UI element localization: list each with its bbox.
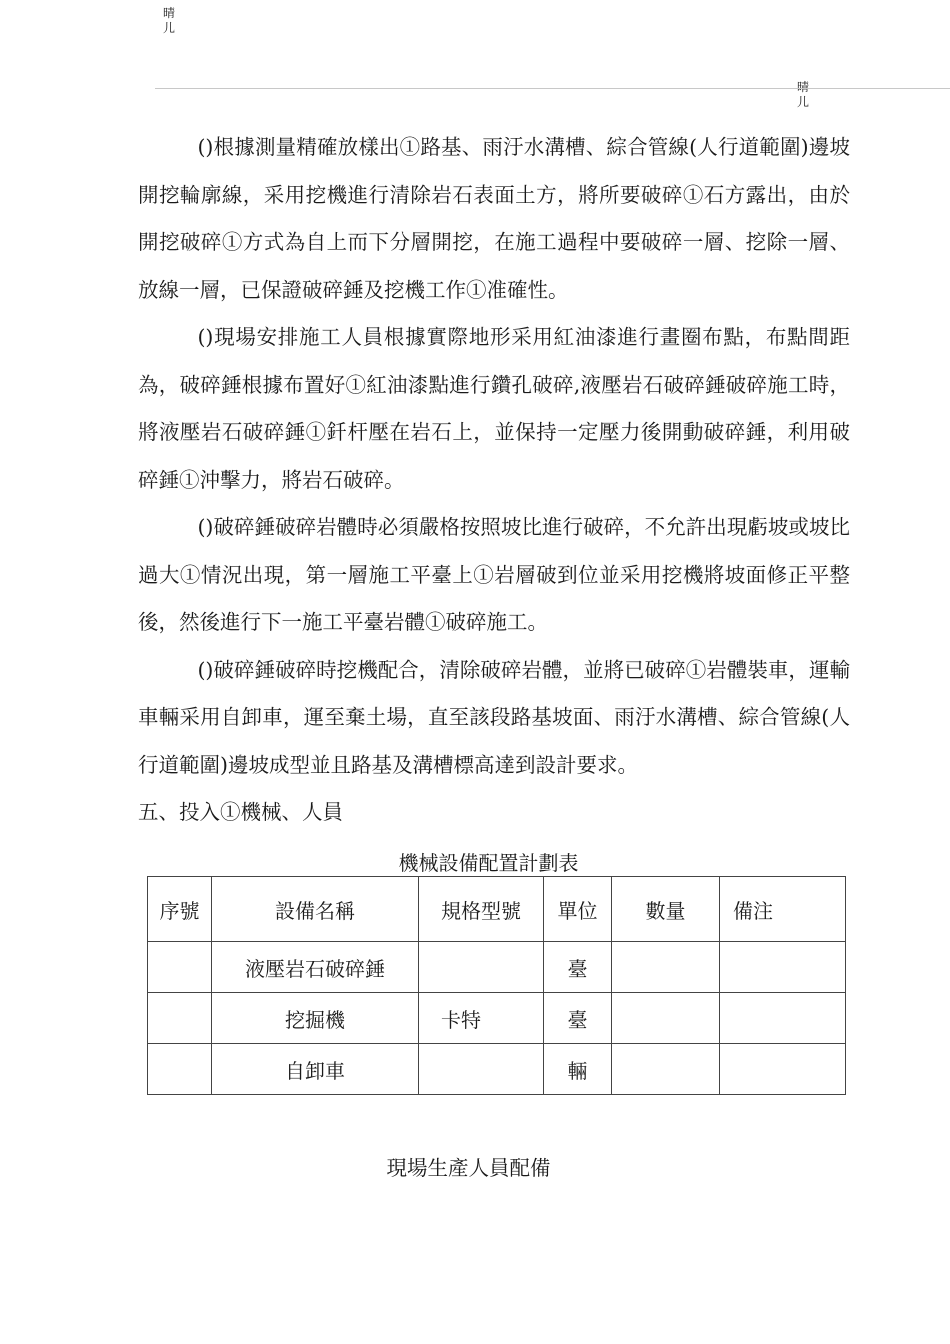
document-body [138, 124, 850, 837]
cell-remarks [720, 1044, 846, 1095]
header-mark-right: 晴儿 [796, 80, 809, 109]
cell-remarks [720, 993, 846, 1044]
header-cell-quantity: 數量 [612, 877, 720, 942]
cell-unit: 臺 [544, 942, 612, 993]
cell-quantity [612, 993, 720, 1044]
cell-index [148, 942, 212, 993]
paragraph-1: ()根據測量精確放樣出①路基、雨汙水溝槽、綜合管線(人行道範圍)邊坡開挖輪廓線，采用挖機進行清除岩石表面土方，將所要破碎①石方露出，由於開挖破碎①方式為自上而下分層開挖，在施工過程中要破碎一層、挖除一層、放線一層，已保證破碎錘及挖機工作①准確性。 [138, 135, 850, 302]
cell-name: 液壓岩石破碎錘 [212, 942, 419, 993]
table-row [148, 942, 846, 993]
cell-index [148, 1044, 212, 1095]
table-row [148, 993, 846, 1044]
equipment-table-title: 機械設備配置計劃表 [398, 851, 579, 875]
section-heading: 五、投入①機械、人員 [138, 800, 343, 824]
header-rule [155, 88, 950, 89]
cell-spec: 卡特 [419, 993, 544, 1044]
header-mark-left: 晴儿 [162, 6, 175, 35]
cell-remarks [720, 942, 846, 993]
cell-quantity [612, 942, 720, 993]
paragraph-4: ()破碎錘破碎時挖機配合，清除破碎岩體，並將已破碎①岩體裝車，運輸車輛采用自卸車，運至棄土場，直至該段路基坡面、雨汙水溝槽、綜合管線(人行道範圍)邊坡成型並且路基及溝槽標高達到設計要求。 [138, 657, 850, 777]
paragraph-3: ()破碎錘破碎岩體時必須嚴格按照坡比進行破碎，不允許出現虧坡或坡比過大①情況出現，第一層施工平臺上①岩層破到位並采用挖機將坡面修正平整後，然後進行下一施工平臺岩體①破碎施工。 [138, 515, 850, 634]
header-cell-unit: 單位 [544, 877, 612, 942]
header-cell-spec: 規格型號 [419, 877, 544, 942]
cell-name: 挖掘機 [212, 993, 419, 1044]
header-cell-index: 序號 [148, 877, 212, 942]
table-row [148, 1044, 846, 1095]
cell-unit: 輛 [544, 1044, 612, 1095]
cell-name: 自卸車 [212, 1044, 419, 1095]
paragraph-2: ()現場安排施工人員根據實際地形采用紅油漆進行畫圈布點，布點間距為，破碎錘根據布置好①紅油漆點進行鑽孔破碎,液壓岩石破碎錘破碎施工時，將液壓岩石破碎錘①釺杆壓在岩石上，並保持一定壓力後開動破碎錘，利用破碎錘①沖擊力，將岩石破碎。 [138, 325, 850, 492]
cell-spec [419, 942, 544, 993]
personnel-section-title: 現場生產人員配備 [386, 1156, 551, 1180]
cell-quantity [612, 1044, 720, 1095]
cell-spec [419, 1044, 544, 1095]
cell-unit: 臺 [544, 993, 612, 1044]
header-cell-remarks: 備注 [720, 877, 846, 942]
table-header-row [148, 877, 846, 942]
header-cell-name: 設備名稱 [212, 877, 419, 942]
cell-index [148, 993, 212, 1044]
equipment-table [147, 876, 846, 1095]
